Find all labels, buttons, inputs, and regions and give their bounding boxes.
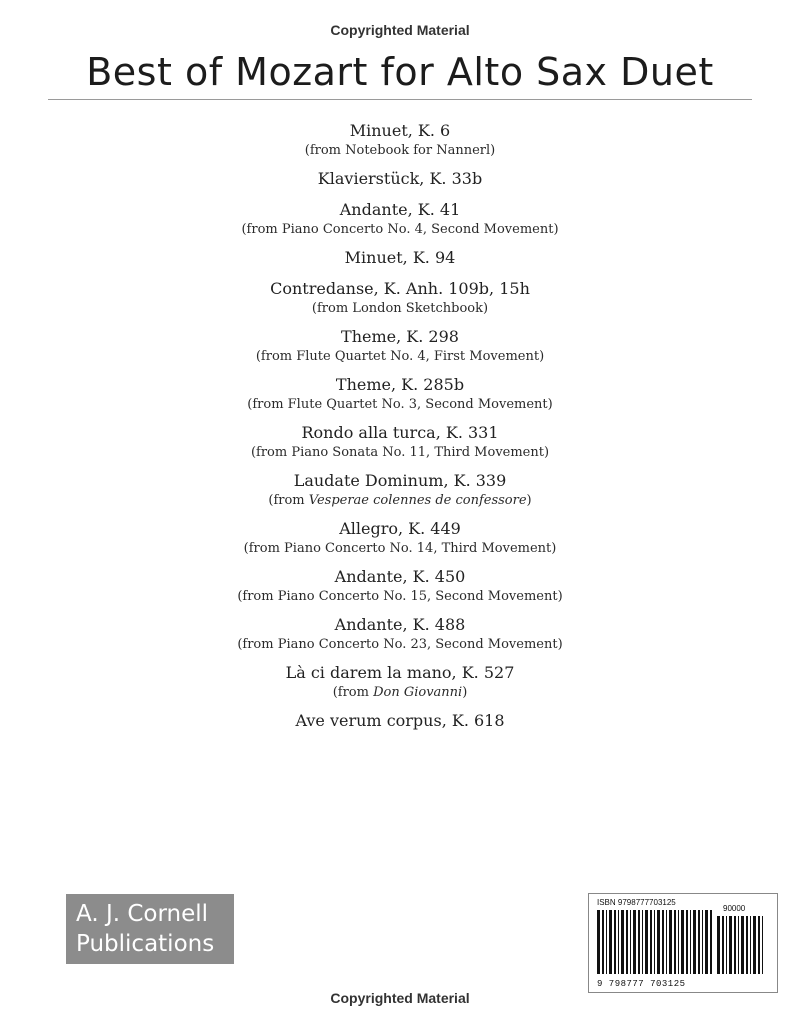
entry-title: Theme, K. 285b <box>335 375 465 394</box>
entry-source <box>0 444 800 461</box>
entry-source-text: (from Flute Quartet No. 3, Second Movement) <box>247 397 553 412</box>
entry-source-suffix: ) <box>526 493 532 508</box>
contents-entry <box>0 278 800 317</box>
contents-entry <box>0 422 800 461</box>
entry-title: Theme, K. 298 <box>341 327 459 346</box>
entry-title: Andante, K. 450 <box>334 567 466 586</box>
title-divider <box>48 99 752 100</box>
entry-source-text: (from Notebook for Nannerl) <box>304 143 496 158</box>
entry-source <box>0 492 800 509</box>
entry-source <box>0 348 800 365</box>
barcode-addon-number: 90000 <box>723 904 746 913</box>
contents-list <box>0 120 800 741</box>
contents-entry <box>0 566 800 605</box>
copyright-notice-top: Copyrighted Material <box>330 22 470 38</box>
contents-entry <box>0 326 800 365</box>
entry-source-work-title: Vesperae colennes de confessore <box>308 493 527 508</box>
entry-source-text: (from Piano Sonata No. 11, Third Movement) <box>250 445 550 460</box>
contents-entry <box>0 710 800 732</box>
entry-source-suffix: ) <box>462 685 468 700</box>
entry-source-text: (from Piano Concerto No. 14, Third Movement) <box>243 541 557 556</box>
contents-entry <box>0 247 800 269</box>
entry-title: Contredanse, K. Anh. 109b, 15h <box>270 279 530 298</box>
entry-source-text: (from <box>268 493 309 508</box>
barcode-digits: 9 798777 703125 <box>597 979 686 989</box>
contents-entry <box>0 662 800 701</box>
contents-entry <box>0 374 800 413</box>
entry-source <box>0 300 800 317</box>
publisher-line-1: A. J. Cornell <box>76 901 209 927</box>
entry-title: Andante, K. 41 <box>339 200 461 219</box>
entry-title: Allegro, K. 449 <box>339 519 461 538</box>
entry-title: Là ci darem la mano, K. 527 <box>285 663 515 682</box>
copyright-notice-bottom: Copyrighted Material <box>330 990 470 1006</box>
entry-source <box>0 221 800 238</box>
entry-source <box>0 636 800 653</box>
entry-title: Klavierstück, K. 33b <box>317 169 483 188</box>
entry-source <box>0 142 800 159</box>
entry-source-text: (from <box>332 685 374 700</box>
entry-title: Minuet, K. 6 <box>349 121 451 140</box>
barcode-bars-icon <box>597 910 713 974</box>
entry-source <box>0 396 800 413</box>
entry-source-text: (from Piano Concerto No. 23, Second Movement) <box>237 637 563 652</box>
entry-source-text: (from Piano Concerto No. 4, Second Movement) <box>241 222 559 237</box>
publisher-logo <box>66 894 234 964</box>
contents-entry <box>0 168 800 190</box>
entry-source-text: (from Piano Concerto No. 15, Second Movement) <box>237 589 563 604</box>
entry-title: Laudate Dominum, K. 339 <box>293 471 507 490</box>
entry-title: Rondo alla turca, K. 331 <box>301 423 499 442</box>
contents-entry <box>0 518 800 557</box>
isbn-label: ISBN 9798777703125 <box>597 898 676 907</box>
entry-title: Andante, K. 488 <box>334 615 466 634</box>
entry-source-work-title: Don Giovanni <box>373 685 463 700</box>
contents-entry <box>0 470 800 509</box>
contents-entry <box>0 120 800 159</box>
entry-source <box>0 540 800 557</box>
entry-title: Ave verum corpus, K. 618 <box>295 711 505 730</box>
barcode-addon-bars-icon <box>717 916 767 974</box>
entry-source-text: (from Flute Quartet No. 4, First Movement) <box>255 349 545 364</box>
contents-entry <box>0 614 800 653</box>
entry-title: Minuet, K. 94 <box>344 248 456 267</box>
book-title: Best of Mozart for Alto Sax Duet <box>86 50 714 94</box>
entry-source <box>0 588 800 605</box>
entry-source <box>0 684 800 701</box>
contents-entry <box>0 199 800 238</box>
publisher-line-2: Publications <box>76 931 215 957</box>
entry-source-text: (from London Sketchbook) <box>311 301 489 316</box>
barcode <box>588 893 778 993</box>
